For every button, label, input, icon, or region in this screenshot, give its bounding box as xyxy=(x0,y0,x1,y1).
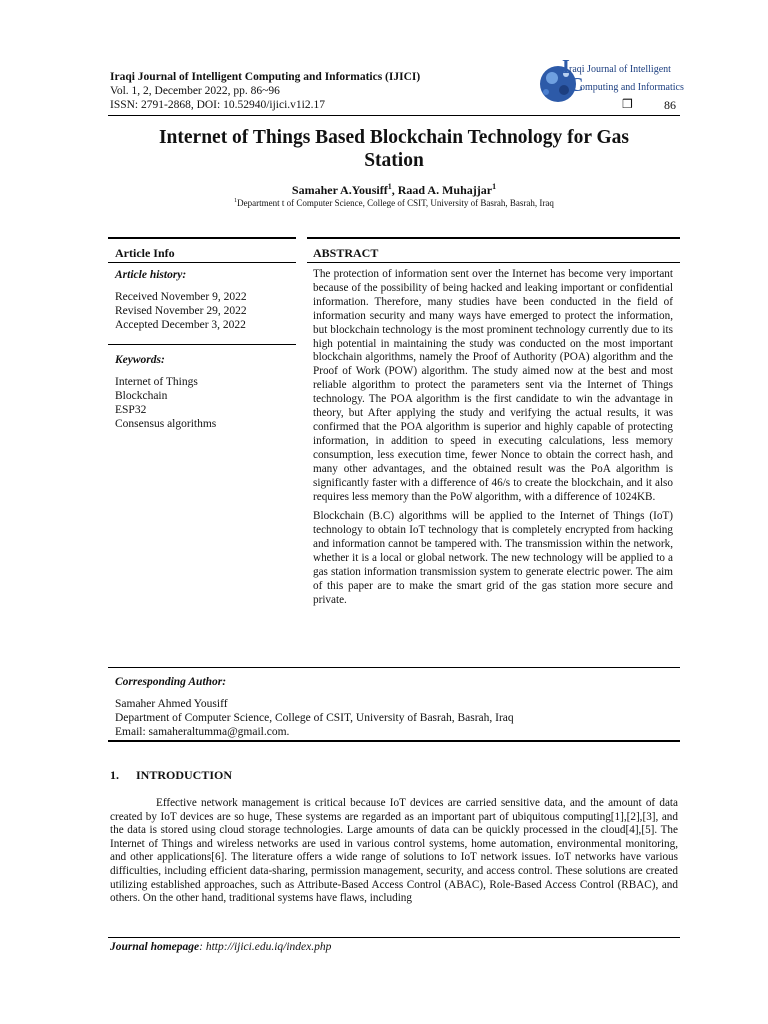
corresponding-name: Samaher Ahmed Yousiff xyxy=(115,698,228,710)
header-rule xyxy=(108,115,680,116)
abstract-paragraph-2: Blockchain (B.C) algorithms will be applied to the Internet of Things (IoT) technology to obtain IoT technology that is completely encrypted from hacking and information cannot be tampered with. The transmission within the network, whether it is a local or global network. The new technology will be applied to a gas station information transmission system to generate electric power. The aim of this paper are to make the smart grid of the gas station more secure and private. xyxy=(313,510,673,606)
footer-rule xyxy=(108,937,680,938)
abstract-heading: ABSTRACT xyxy=(313,246,379,260)
section-number: 1. xyxy=(110,768,119,782)
abstract-body xyxy=(313,268,673,608)
logo-letter-c: C xyxy=(569,74,584,96)
corresponding-heading: Corresponding Author: xyxy=(115,676,227,688)
corresponding-rule xyxy=(108,667,680,668)
abstract-heading-rule xyxy=(307,262,680,263)
journal-name: Iraqi Journal of Intelligent Computing and Informatics (IJICI) xyxy=(110,71,421,83)
keyword-item: Blockchain xyxy=(115,390,168,402)
title-line-1: Internet of Things Based Blockchain Technology for Gas xyxy=(158,127,630,148)
keyword-item: ESP32 xyxy=(115,404,147,416)
author-1-affil: 1 xyxy=(387,182,392,191)
section-heading xyxy=(110,768,232,783)
corresponding-email: Email: samaheraltumma@gmail.com. xyxy=(115,726,290,738)
author-list xyxy=(108,182,680,198)
footer xyxy=(110,941,331,953)
section-title: INTRODUCTION xyxy=(136,768,233,782)
accepted-date: Accepted December 3, 2022 xyxy=(115,319,246,331)
logo-text-line2: omputing and Informatics xyxy=(580,82,684,93)
history-heading: Article history: xyxy=(115,269,187,281)
paper-title xyxy=(108,126,680,172)
title-line-2: Station xyxy=(364,150,424,171)
box-bottom-rule xyxy=(108,740,680,742)
journal-logo xyxy=(536,56,684,106)
info-heading-rule xyxy=(108,262,296,263)
author-separator: , xyxy=(391,183,398,197)
keyword-item: Consensus algorithms xyxy=(115,418,217,430)
info-top-rule xyxy=(108,237,296,239)
section-body: Effective network management is critical because IoT devices are carried sensitive data, and the amount of data created by IoT devices are so huge, These systems are regarded as an important part of ubiquitous computing[1],[2],[3], and the data is stored using cloud storage technologies. Large amounts of data can be quickly processed in the cloud[4],[5]. The Internet of Things and wireless networks are used in various control systems, home automation, environmental monitoring, and other applications[6]. The literature offers a wide range of solutions to IoT network issues. IoT networks have various difficulties, including efficient data-sharing, permission management, security, and access control. These solutions are created utilizing established approaches, such as Attribute-Based Access Control (ABAC), Role-Based Access Control (RBAC), and others. On the other hand, traditional systems have flaws, including xyxy=(110,797,678,905)
affiliation-sup: 1 xyxy=(234,198,238,204)
keywords-rule xyxy=(108,344,296,345)
article-info-heading: Article Info xyxy=(115,246,175,260)
abstract-top-rule xyxy=(307,237,680,239)
journal-issn: ISSN: 2791-2868, DOI: 10.52940/ijici.v1i2.17 xyxy=(110,99,325,111)
footer-sep: : xyxy=(199,941,206,953)
affiliation xyxy=(108,198,680,208)
journal-volume: Vol. 1, 2, December 2022, pp. 86~96 xyxy=(110,85,280,97)
keyword-item: Internet of Things xyxy=(115,376,198,388)
author-1: Samaher A.Yousiff xyxy=(291,183,388,197)
author-2-affil: 1 xyxy=(492,182,497,191)
corresponding-dept: Department of Computer Science, College of CSIT, University of Basrah, Basrah, Iraq xyxy=(115,712,514,724)
journal-homepage-link[interactable]: http://ijici.edu.iq/index.php xyxy=(205,941,332,953)
revised-date: Revised November 29, 2022 xyxy=(115,305,247,317)
logo-text-line1: raqi Journal of Intelligent xyxy=(569,64,671,75)
keywords-heading: Keywords: xyxy=(115,354,165,366)
affiliation-text: Department t of Computer Science, College of CSIT, University of Basrah, Basrah, Iraq xyxy=(237,198,554,208)
page-number: 86 xyxy=(664,98,676,112)
box-icon: ❒ xyxy=(622,97,633,111)
received-date: Received November 9, 2022 xyxy=(115,291,247,303)
logo-letter-i: I xyxy=(562,56,570,78)
abstract-paragraph-1: The protection of information sent over the Internet has become very important because of the possibility of being hacked and leaking important or confidential information. Therefore, many studies have been conducted in the field of information security and many ways have emerged to protect the information, but blockchain technology is the most prominent technology currently due to its high potential in maintaining the study was conducted on the most important blockchain algorithms, namely the Proof of Authority (POA) algorithm and the Proof of Work (POW) algorithm. The study aimed now at the best and most reliable algorithm to protect the parameters sent via the Internet of Things technology. The POA algorithm is the first candidate to win the advantage in theory, but After applying the study and verifying the actual results, it was confirmed that the POA algorithm is superior and highly capable of protecting information, in addition to speed in executing calculations, less memory consumption, less execution time, fewer Nonce to obtain the correct hash, and many other advantages, and the obtained result was the PoA algorithm is significantly faster with a difference of 46/s to create the blockchain, and it also requires less memory than the PoW algorithm, with a difference of 1024KB. xyxy=(313,268,673,503)
author-2: Raad A. Muhajjar xyxy=(397,183,493,197)
footer-label: Journal homepage xyxy=(110,941,200,953)
